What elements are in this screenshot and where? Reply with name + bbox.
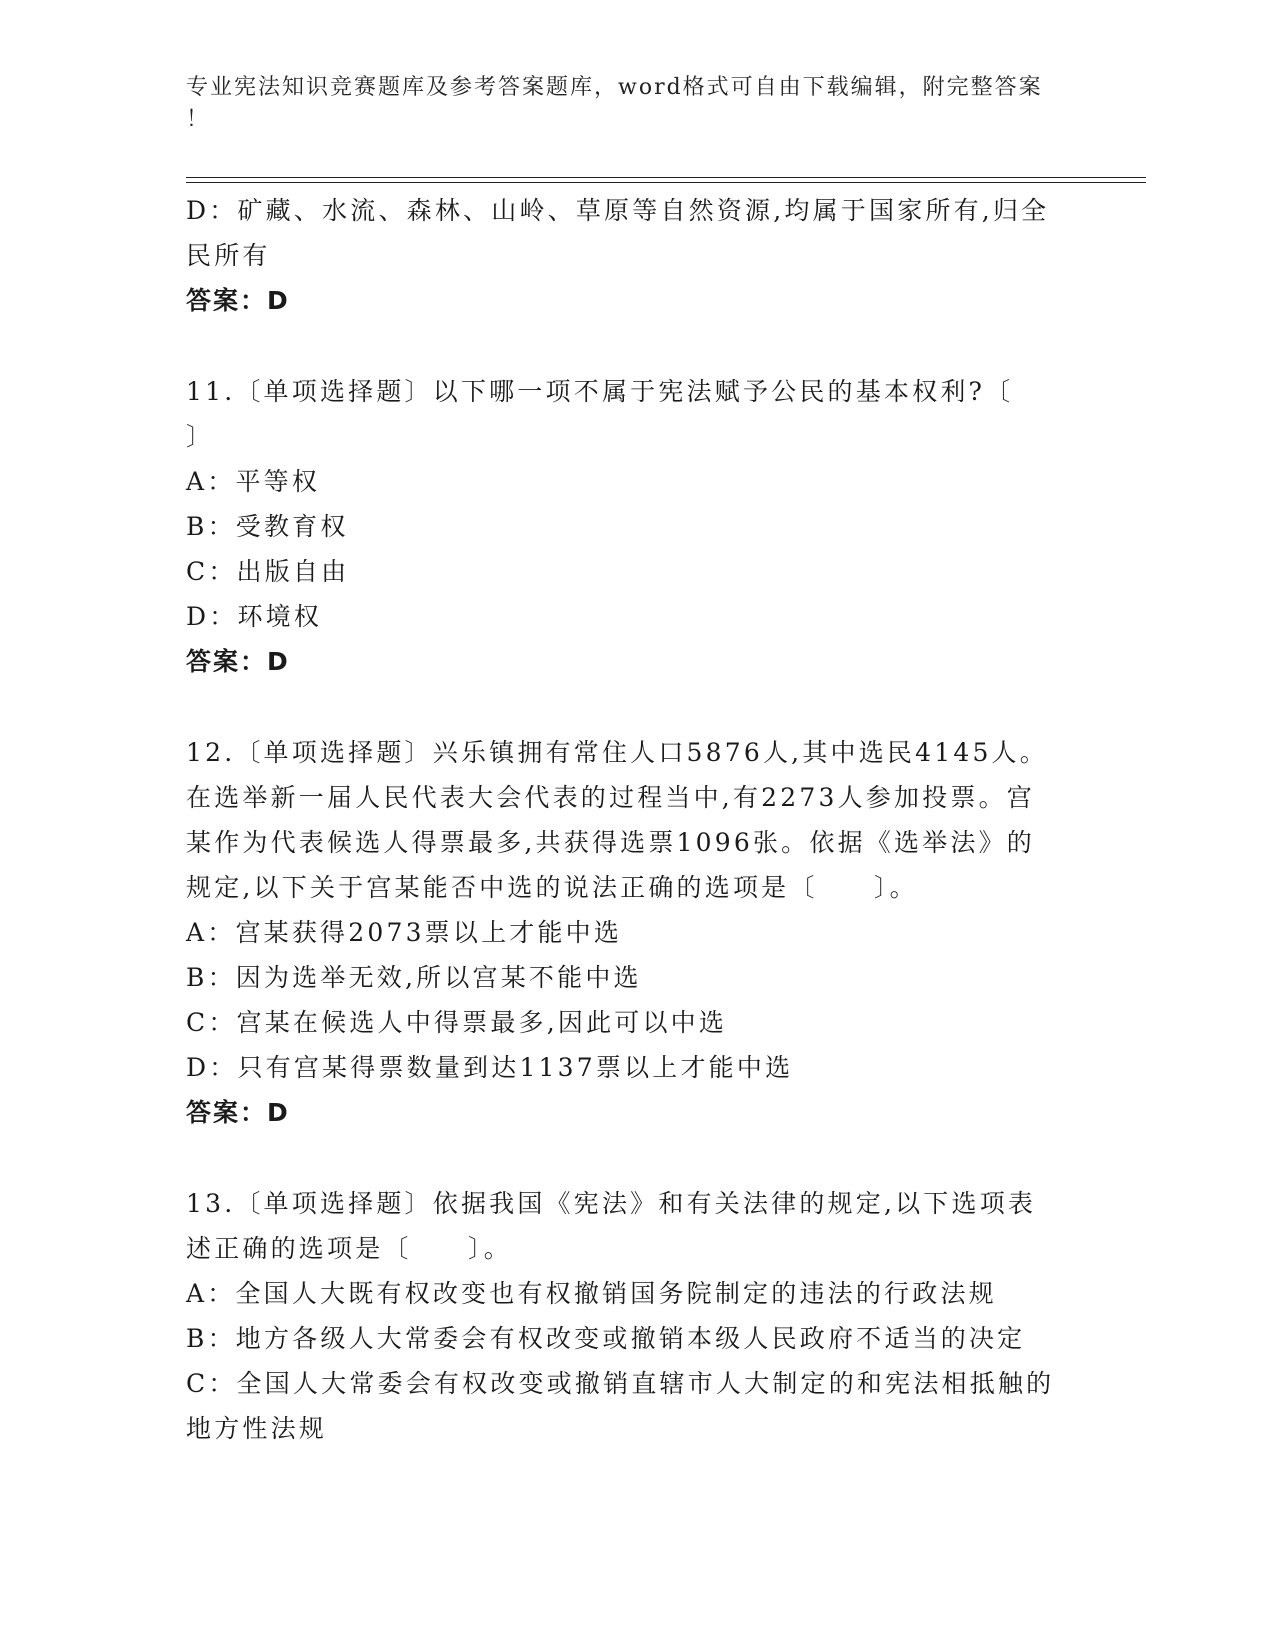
question-stem-continued: 规定,以下关于宫某能否中选的说法正确的选项是〔 〕。 — [186, 873, 918, 902]
header-divider-top — [186, 177, 1146, 178]
question-13 — [186, 1181, 1086, 1451]
option-b: B：受教育权 — [186, 512, 349, 541]
question-11 — [186, 369, 1086, 684]
option-a: A：平等权 — [186, 467, 321, 496]
option-b: B：因为选举无效,所以宫某不能中选 — [186, 963, 642, 992]
option-d: D：只有宫某得票数量到达1137票以上才能中选 — [186, 1053, 794, 1082]
question-stem-continued: 在选举新一届人民代表大会代表的过程当中,有2273人参加投票。宫 — [186, 783, 1035, 812]
question-stem: 11.〔单项选择题〕以下哪一项不属于宪法赋予公民的基本权利?〔 — [186, 377, 1014, 406]
option-c: C：出版自由 — [186, 557, 350, 586]
header-divider-bottom — [186, 182, 1146, 183]
question-stem-continued: 述正确的选项是〔 〕。 — [186, 1234, 512, 1263]
page-header — [186, 72, 1066, 136]
option-b: B：地方各级人大常委会有权改变或撤销本级人民政府不适当的决定 — [186, 1324, 1026, 1353]
header-line-2: ！ — [186, 107, 211, 132]
question-stem: 12.〔单项选择题〕兴乐镇拥有常住人口5876人,其中选民4145人。 — [186, 738, 1048, 767]
option-a: A：全国人大既有权改变也有权撤销国务院制定的违法的行政法规 — [186, 1279, 997, 1308]
document-body — [186, 188, 1086, 1451]
option-c: C：宫某在候选人中得票最多,因此可以中选 — [186, 1008, 728, 1037]
option-c: C：全国人大常委会有权改变或撤销直辖市人大制定的和宪法相抵触的 — [186, 1369, 1055, 1398]
option-d: D：环境权 — [186, 602, 323, 631]
question-10-tail — [186, 188, 1086, 323]
question-stem-continued: 某作为代表候选人得票最多,共获得选票1096张。依据《选举法》的 — [186, 828, 1035, 857]
header-line-1: 专业宪法知识竞赛题库及参考答案题库，word格式可自由下载编辑，附完整答案 — [186, 75, 1043, 100]
option-a: A：宫某获得2073票以上才能中选 — [186, 918, 623, 947]
question-stem: 13.〔单项选择题〕依据我国《宪法》和有关法律的规定,以下选项表 — [186, 1189, 1037, 1218]
option-d-continued: 民所有 — [186, 241, 271, 270]
answer-label: 答案：D — [186, 286, 290, 315]
answer-label: 答案：D — [186, 647, 290, 676]
answer-label: 答案：D — [186, 1098, 290, 1127]
option-d: D：矿藏、水流、森林、山岭、草原等自然资源,均属于国家所有,归全 — [186, 196, 1050, 225]
option-c-continued: 地方性法规 — [186, 1414, 328, 1443]
question-stem-continued: 〕 — [186, 422, 215, 451]
question-12 — [186, 730, 1086, 1135]
